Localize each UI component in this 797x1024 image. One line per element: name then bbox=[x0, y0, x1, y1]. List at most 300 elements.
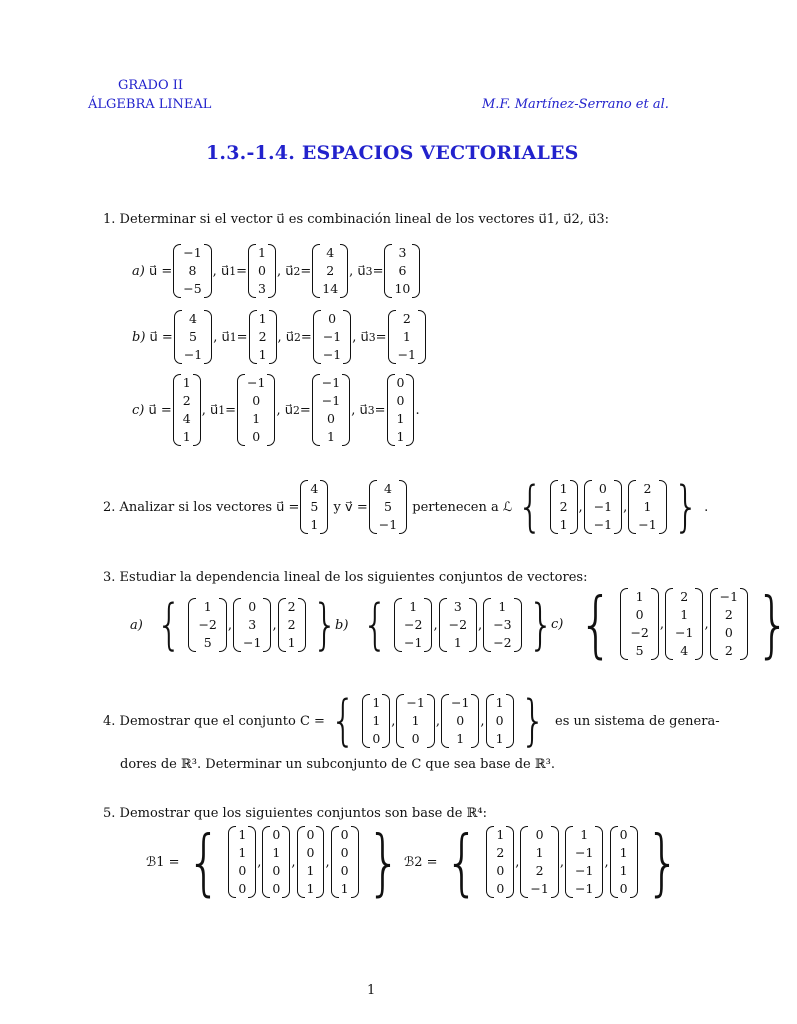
vector-entry: −1 bbox=[247, 375, 266, 390]
paren-right bbox=[418, 310, 426, 364]
vector-entry: 0 bbox=[248, 599, 257, 614]
vector-entries bbox=[270, 826, 282, 898]
problem-4-number: 4. bbox=[103, 713, 116, 729]
vector-entry: 1 bbox=[396, 429, 405, 444]
vector-entries bbox=[256, 244, 268, 298]
vec-1b-u1 bbox=[249, 310, 277, 364]
paren-left bbox=[628, 480, 636, 534]
vector-entry: 1 bbox=[310, 517, 319, 532]
vector-entry: 1 bbox=[306, 881, 315, 896]
vector-entry: 0 bbox=[272, 827, 281, 842]
vector-entry: 2 bbox=[326, 263, 335, 278]
paren-right bbox=[695, 588, 703, 660]
vector-entry: 1 bbox=[498, 599, 507, 614]
vec-3b-v3 bbox=[483, 598, 521, 652]
vector-entry: 0 bbox=[340, 845, 349, 860]
vector-entries bbox=[257, 310, 269, 364]
paren-right bbox=[399, 480, 407, 534]
paren-right bbox=[659, 480, 667, 534]
vector-entry: −1 bbox=[321, 393, 341, 408]
vector-entries bbox=[181, 244, 203, 298]
vector-entry: 1 bbox=[257, 245, 266, 260]
vector-entry: 6 bbox=[398, 263, 407, 278]
vector-entry: 1 bbox=[306, 863, 315, 878]
vector-entry: 1 bbox=[372, 713, 381, 728]
vector-entries bbox=[321, 310, 343, 364]
vector-entry: 0 bbox=[496, 863, 505, 878]
paren-right bbox=[351, 826, 359, 898]
vector-entry: 0 bbox=[252, 393, 261, 408]
vec-1c-u bbox=[173, 374, 201, 446]
vector-entries bbox=[447, 598, 469, 652]
vector-entry: 0 bbox=[328, 311, 337, 326]
vector-entry: 0 bbox=[635, 607, 644, 622]
vector-entry: 2 bbox=[496, 845, 505, 860]
paren-left bbox=[387, 374, 395, 446]
paren-right bbox=[219, 598, 227, 652]
vector-entry: 4 bbox=[326, 245, 335, 260]
vector-entry: 3 bbox=[453, 599, 462, 614]
vector-entry: −2 bbox=[493, 635, 512, 650]
vector-entry: 1 bbox=[619, 863, 628, 878]
paren-left bbox=[520, 826, 528, 898]
vec-1a-u1 bbox=[248, 244, 276, 298]
vector-entry: 2 bbox=[535, 863, 544, 878]
vector-entries bbox=[573, 826, 595, 898]
paren-left bbox=[297, 826, 305, 898]
problem-2: 2. Analizar si los vectores u⃗ = 4 5 1 y v⃗ = 4 5 −1 pertenecen a ℒ { 1 2 1 , 0 −1 −1 , 2 1 −1 } . bbox=[103, 475, 709, 538]
basis-b1: ℬ1 = { 1 1 0 0 , 0 1 0 0 , 0 0 1 1 , 0 0 0 1 } bbox=[146, 820, 401, 904]
vector-entry: 0 bbox=[306, 827, 315, 842]
vector-entries bbox=[718, 588, 740, 660]
vector-entry: 1 bbox=[635, 589, 644, 604]
vector-entry: 1 bbox=[182, 429, 191, 444]
vec-b1-1 bbox=[262, 826, 290, 898]
vector-entries bbox=[286, 598, 298, 652]
vector-entry: 2 bbox=[643, 481, 652, 496]
vector-entries bbox=[395, 374, 407, 446]
paren-left bbox=[584, 480, 592, 534]
paren-left bbox=[300, 480, 308, 534]
vector-entry: 1 bbox=[182, 375, 191, 390]
vector-entry: 1 bbox=[680, 607, 689, 622]
vector-entries bbox=[308, 480, 320, 534]
paren-right bbox=[506, 694, 514, 748]
vector-entry: 0 bbox=[257, 263, 266, 278]
vec-3c-v1 bbox=[620, 588, 658, 660]
vector-entry: −1 bbox=[575, 881, 594, 896]
problem-3b: b) { 1 −2 −1 , 3 −2 1 , 1 −3 −2 } bbox=[335, 593, 554, 656]
vector-entries bbox=[396, 310, 418, 364]
vector-entry: −1 bbox=[404, 635, 423, 650]
label-3a: a) bbox=[130, 617, 143, 633]
basis-b1-label: ℬ1 = bbox=[146, 854, 180, 870]
paren-right bbox=[263, 598, 271, 652]
paren-left bbox=[620, 588, 628, 660]
paren-left bbox=[233, 598, 241, 652]
page-title: 1.3.-1.4. ESPACIOS VECTORIALES bbox=[206, 142, 579, 164]
vector-entry: 0 bbox=[619, 881, 628, 896]
vector-entry: 5 bbox=[203, 635, 212, 650]
paren-left bbox=[384, 244, 392, 298]
vector-entries bbox=[491, 598, 513, 652]
paren-left bbox=[486, 694, 494, 748]
vector-entry: −1 bbox=[406, 695, 425, 710]
vector-entry: 0 bbox=[327, 411, 335, 426]
vec-3a-v2 bbox=[233, 598, 271, 652]
vec-1b-u bbox=[174, 310, 212, 364]
vector-entry: −1 bbox=[183, 245, 202, 260]
brace-open: { bbox=[517, 475, 544, 538]
paren-right bbox=[424, 598, 432, 652]
vec-b2-2 bbox=[565, 826, 603, 898]
paren-left bbox=[188, 598, 196, 652]
paren-right bbox=[506, 826, 514, 898]
problem-5-number: 5. bbox=[103, 806, 116, 821]
vector-entry: 8 bbox=[188, 263, 197, 278]
problem-1c: c) u⃗ = 1 2 4 1 , u⃗ 1 = −1 0 1 0 , u⃗ 2 = −1 −1 0 1 , u⃗ 3 = 0 0 1 1 . bbox=[132, 375, 420, 444]
vector-entry: 1 bbox=[409, 599, 418, 614]
problem-1-statement bbox=[103, 212, 609, 227]
vec-4-c1 bbox=[362, 694, 390, 748]
paren-right bbox=[514, 598, 522, 652]
problem-3-text: Estudiar la dependencia lineal de los siguientes conjuntos de vectores: bbox=[119, 570, 588, 585]
problem-3-statement bbox=[103, 570, 587, 585]
paren-right bbox=[316, 826, 324, 898]
vec-1b-u2 bbox=[313, 310, 351, 364]
paren-left bbox=[665, 588, 673, 660]
vector-entries bbox=[241, 598, 263, 652]
paren-left bbox=[312, 244, 320, 298]
vec-2-u bbox=[300, 480, 328, 534]
vec-1c-u2 bbox=[312, 374, 350, 446]
vector-entries bbox=[196, 598, 218, 652]
problem-1b: b) u⃗ = 4 5 −1 , u⃗ 1 = 1 2 1 , u⃗ 2 = 0 −1 −1 , u⃗ 3 = 2 1 −1 bbox=[132, 310, 427, 364]
vector-entry: −2 bbox=[404, 617, 423, 632]
vector-entry: 1 bbox=[559, 481, 568, 496]
problem-3a: a) { 1 −2 5 , 0 3 −1 , 2 2 1 } bbox=[130, 593, 338, 656]
vector-entries bbox=[182, 310, 204, 364]
vector-entry: 0 bbox=[496, 881, 505, 896]
paren-right bbox=[614, 480, 622, 534]
vec-b1-0 bbox=[228, 826, 256, 898]
paren-right bbox=[320, 480, 328, 534]
vector-entry: 0 bbox=[619, 827, 628, 842]
vector-entry: −1 bbox=[530, 881, 549, 896]
vector-entry: 0 bbox=[456, 713, 465, 728]
problem-2-text-c: pertenecen a ℒ bbox=[412, 499, 513, 515]
paren-left bbox=[312, 374, 320, 446]
vector-entry: 1 bbox=[258, 311, 267, 326]
paren-left bbox=[369, 480, 377, 534]
vector-entries bbox=[618, 826, 630, 898]
vector-entry: −2 bbox=[198, 617, 217, 632]
paren-right bbox=[412, 244, 420, 298]
vec-2-s1 bbox=[550, 480, 578, 534]
paren-left bbox=[249, 310, 257, 364]
vec-b2-3 bbox=[610, 826, 638, 898]
paren-right bbox=[298, 598, 306, 652]
vector-entry: 0 bbox=[372, 731, 381, 746]
page-number: 1 bbox=[367, 983, 376, 998]
vector-entry: 0 bbox=[724, 625, 733, 640]
vector-entries bbox=[558, 480, 570, 534]
vec-b2-0 bbox=[486, 826, 514, 898]
vector-entry: 2 bbox=[402, 311, 411, 326]
paren-right bbox=[651, 588, 659, 660]
vector-entry: −1 bbox=[675, 625, 694, 640]
vector-entry: 1 bbox=[372, 695, 381, 710]
paren-left bbox=[237, 374, 245, 446]
paren-right bbox=[382, 694, 390, 748]
vector-entries bbox=[528, 826, 550, 898]
vector-entry: −5 bbox=[183, 281, 202, 296]
vector-entries bbox=[339, 826, 351, 898]
paren-right bbox=[406, 374, 414, 446]
vec-4-c2 bbox=[396, 694, 434, 748]
vector-entry: 1 bbox=[238, 827, 247, 842]
vec-3c-v3 bbox=[710, 588, 748, 660]
vector-entry: 2 bbox=[182, 393, 191, 408]
vector-entries bbox=[392, 244, 412, 298]
vector-entry: −1 bbox=[719, 589, 739, 604]
problem-5-text: Demostrar que los siguientes conjuntos son base de ℝ⁴: bbox=[119, 806, 488, 821]
vector-entries bbox=[377, 480, 399, 534]
problem-5-statement bbox=[103, 806, 487, 821]
authors: M.F. Martínez-Serrano et al. bbox=[482, 97, 669, 112]
vector-entries bbox=[673, 588, 695, 660]
vec-1b-u3 bbox=[388, 310, 426, 364]
vector-entry: 1 bbox=[559, 517, 568, 532]
vector-entry: 2 bbox=[258, 329, 267, 344]
vector-entry: −1 bbox=[321, 375, 341, 390]
vec-1a-u2 bbox=[312, 244, 348, 298]
vector-entry: −1 bbox=[183, 347, 203, 362]
vector-entry: 0 bbox=[340, 863, 349, 878]
vector-entries bbox=[245, 374, 267, 446]
course-line2: ÁLGEBRA LINEAL bbox=[88, 97, 212, 112]
paren-left bbox=[396, 694, 404, 748]
vec-b1-2 bbox=[297, 826, 325, 898]
basis-b2-label: ℬ2 = bbox=[404, 854, 438, 870]
problem-4: 4. Demostrar que el conjunto C = { 1 1 0 , −1 1 0 , −1 0 1 , 1 0 1 } es un sistema de genera- bbox=[103, 689, 720, 752]
vector-entry: 14 bbox=[322, 281, 339, 296]
vector-entries bbox=[449, 694, 471, 748]
vector-entry: 4 bbox=[383, 481, 392, 496]
vector-entry: 0 bbox=[340, 827, 349, 842]
vector-entry: 0 bbox=[396, 375, 405, 390]
paren-right bbox=[269, 310, 277, 364]
basis-b2: ℬ2 = { 1 2 0 0 , 0 1 2 −1 , 1 −1 −1 −1 , 0 1 1 0 } bbox=[404, 820, 680, 904]
vector-entry: 1 bbox=[402, 329, 411, 344]
label-1a: a) bbox=[132, 263, 145, 279]
vector-entries bbox=[181, 374, 193, 446]
paren-right bbox=[570, 480, 578, 534]
vec-2-s3 bbox=[628, 480, 666, 534]
vector-entry: −1 bbox=[593, 517, 613, 532]
vector-entry: 1 bbox=[238, 845, 247, 860]
vector-entry: 4 bbox=[189, 311, 197, 326]
vector-entry: 0 bbox=[598, 481, 607, 496]
paren-left bbox=[394, 598, 402, 652]
paren-right bbox=[267, 374, 275, 446]
vector-entry: 1 bbox=[272, 845, 281, 860]
brace-close: } bbox=[672, 475, 699, 538]
paren-left bbox=[228, 826, 236, 898]
vector-entry: −2 bbox=[630, 625, 649, 640]
vector-entry: 1 bbox=[580, 827, 589, 842]
vector-entry: 1 bbox=[258, 347, 267, 362]
vector-entry: 5 bbox=[383, 499, 392, 514]
paren-left bbox=[439, 598, 447, 652]
vector-entry: 2 bbox=[724, 607, 733, 622]
vector-entries bbox=[592, 480, 614, 534]
paren-left bbox=[313, 310, 321, 364]
vector-entry: 0 bbox=[411, 731, 420, 746]
problem-3-number: 3. bbox=[103, 570, 116, 585]
problem-1-text: Determinar si el vector u⃗ es combinación lineal de los vectores u⃗1, u⃗2, u⃗3: bbox=[119, 212, 609, 227]
label-3c: c) bbox=[551, 616, 564, 632]
vector-entry: 2 bbox=[680, 589, 689, 604]
vector-entry: 3 bbox=[248, 617, 257, 632]
vec-1c-u3 bbox=[387, 374, 415, 446]
paren-right bbox=[268, 244, 276, 298]
course-line1: GRADO II bbox=[118, 78, 184, 93]
paren-right bbox=[630, 826, 638, 898]
vector-entry: 10 bbox=[394, 281, 411, 296]
paren-left bbox=[331, 826, 339, 898]
vector-entry: 0 bbox=[272, 881, 281, 896]
vector-entry: −3 bbox=[493, 617, 512, 632]
vector-entry: 2 bbox=[287, 599, 296, 614]
vector-entries bbox=[402, 598, 424, 652]
paren-left bbox=[710, 588, 718, 660]
vector-entry: 1 bbox=[496, 827, 505, 842]
vector-entry: 2 bbox=[559, 499, 568, 514]
vector-entry: 3 bbox=[257, 281, 266, 296]
vector-entry: −1 bbox=[243, 635, 262, 650]
vector-entries bbox=[320, 374, 342, 446]
vector-entry: −1 bbox=[450, 695, 470, 710]
vec-b2-1 bbox=[520, 826, 558, 898]
vec-2-v bbox=[369, 480, 407, 534]
vector-entry: 1 bbox=[456, 731, 465, 746]
vector-entry: 4 bbox=[182, 411, 191, 426]
vec-b1-3 bbox=[331, 826, 359, 898]
label-3b: b) bbox=[335, 617, 349, 633]
vector-entries bbox=[236, 826, 248, 898]
vector-entry: 3 bbox=[398, 245, 407, 260]
vector-entry: −2 bbox=[448, 617, 468, 632]
vector-entry: 0 bbox=[535, 827, 544, 842]
vector-entry: 1 bbox=[619, 845, 628, 860]
vec-3b-v2 bbox=[439, 598, 477, 652]
vector-entry: 2 bbox=[724, 643, 733, 658]
paren-left bbox=[610, 826, 618, 898]
vec-3a-v3 bbox=[278, 598, 306, 652]
vector-entry: 2 bbox=[287, 617, 296, 632]
vector-entry: 1 bbox=[495, 731, 504, 746]
vector-entry: −1 bbox=[322, 329, 342, 344]
vector-entry: −1 bbox=[593, 499, 613, 514]
problem-4-text-a: Demostrar que el conjunto C = bbox=[119, 713, 325, 729]
label-1c: c) bbox=[132, 402, 145, 418]
vector-entries bbox=[404, 694, 426, 748]
vector-entry: 5 bbox=[189, 329, 197, 344]
vec-4-c3 bbox=[441, 694, 479, 748]
problem-1-number: 1. bbox=[103, 212, 116, 227]
vector-entry: 1 bbox=[340, 881, 349, 896]
problem-2-text-a: Analizar si los vectores u⃗ = bbox=[119, 499, 300, 515]
vector-entry: 1 bbox=[252, 411, 261, 426]
vector-entry: 0 bbox=[306, 845, 315, 860]
vector-entry: 1 bbox=[203, 599, 212, 614]
paren-left bbox=[278, 598, 286, 652]
vector-entry: −1 bbox=[575, 845, 594, 860]
vector-entry: 1 bbox=[643, 499, 652, 514]
paren-left bbox=[565, 826, 573, 898]
vector-entry: 1 bbox=[495, 695, 504, 710]
vec-3b-v1 bbox=[394, 598, 432, 652]
vector-entry: 5 bbox=[635, 643, 644, 658]
vector-entries bbox=[494, 826, 506, 898]
paren-left bbox=[486, 826, 494, 898]
vector-entries bbox=[628, 588, 650, 660]
label-1b: b) bbox=[132, 329, 146, 345]
vector-entry: 0 bbox=[238, 881, 247, 896]
paren-right bbox=[551, 826, 559, 898]
paren-right bbox=[469, 598, 477, 652]
paren-left bbox=[248, 244, 256, 298]
vector-entry: 0 bbox=[252, 429, 261, 444]
paren-right bbox=[204, 310, 212, 364]
vector-entry: 0 bbox=[272, 863, 281, 878]
vector-entries bbox=[305, 826, 317, 898]
vector-entry: 1 bbox=[535, 845, 544, 860]
vector-entry: 0 bbox=[495, 713, 504, 728]
paren-right bbox=[740, 588, 748, 660]
paren-right bbox=[343, 310, 351, 364]
vector-entry: 1 bbox=[411, 713, 420, 728]
vec-2-s2 bbox=[584, 480, 622, 534]
vector-entry: 4 bbox=[680, 643, 689, 658]
vector-entry: −1 bbox=[322, 347, 342, 362]
paren-left bbox=[174, 310, 182, 364]
vector-entries bbox=[370, 694, 382, 748]
paren-right bbox=[204, 244, 212, 298]
vector-entry: 0 bbox=[396, 393, 405, 408]
vector-entry: 1 bbox=[287, 635, 296, 650]
paren-left bbox=[388, 310, 396, 364]
paren-left bbox=[262, 826, 270, 898]
vector-entry: 5 bbox=[310, 499, 319, 514]
paren-left bbox=[362, 694, 370, 748]
vec-3c-v2 bbox=[665, 588, 703, 660]
course-name bbox=[88, 76, 212, 114]
paren-right bbox=[427, 694, 435, 748]
vector-entries bbox=[636, 480, 658, 534]
paren-left bbox=[441, 694, 449, 748]
problem-3c: c) { 1 0 −2 5 , 2 1 −1 4 , −1 2 0 2 } bbox=[551, 582, 791, 666]
paren-right bbox=[340, 244, 348, 298]
vec-3a-v1 bbox=[188, 598, 226, 652]
paren-left bbox=[483, 598, 491, 652]
vector-entries bbox=[494, 694, 506, 748]
vec-1a-u bbox=[173, 244, 211, 298]
vector-entry: −1 bbox=[378, 517, 398, 532]
vec-1c-u1 bbox=[237, 374, 275, 446]
vector-entry: −1 bbox=[575, 863, 594, 878]
